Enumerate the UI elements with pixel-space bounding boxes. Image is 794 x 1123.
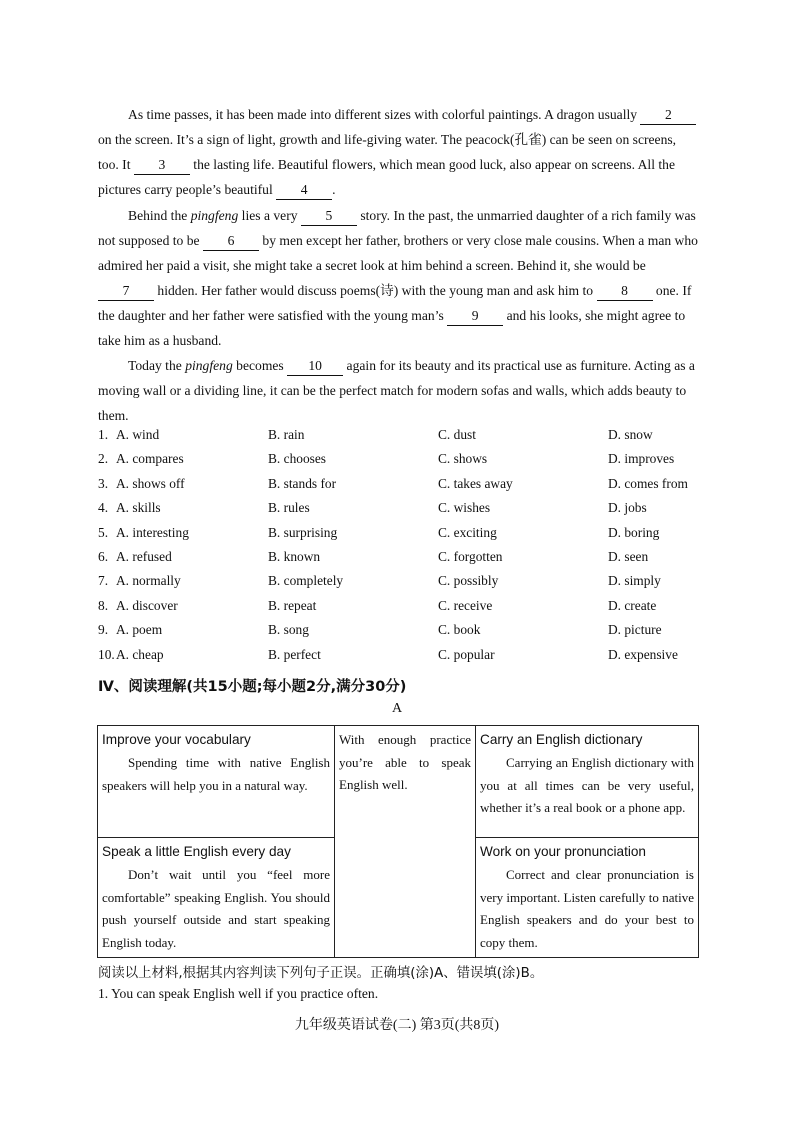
option-a: A. wind xyxy=(116,427,160,442)
blank-8: 8 xyxy=(597,282,653,301)
option-b: B. rain xyxy=(268,427,305,442)
paragraph-text: becomes xyxy=(232,358,284,373)
option-d: D. snow xyxy=(608,427,653,442)
option-b: B. known xyxy=(268,548,321,564)
question-number: 9. xyxy=(98,622,109,638)
blank-7: 7 xyxy=(98,282,154,301)
option-c: C. dust xyxy=(438,427,476,442)
option-b: B. stands for xyxy=(268,475,337,491)
option-a: A. normally xyxy=(116,573,181,589)
option-d: D. create xyxy=(608,597,657,613)
passage-paragraph-2 xyxy=(98,203,700,353)
tip-cell-speak-daily xyxy=(98,838,335,958)
option-c: C. possibly xyxy=(438,573,499,589)
option-d: D. seen xyxy=(608,548,649,564)
option-d: D. picture xyxy=(608,622,662,638)
option-b: B. completely xyxy=(268,573,344,589)
tip-text: Don’t wait until you “feel more comfortable” speaking English. You should push yourself outside and start speaking English today. xyxy=(102,867,330,950)
option-a: A. interesting xyxy=(116,524,189,540)
option-d: D. comes from xyxy=(608,475,688,491)
tip-heading: Work on your pronunciation xyxy=(480,844,646,859)
option-c: C. book xyxy=(438,622,481,638)
option-c: C. takes away xyxy=(438,475,513,491)
paragraph-text: one. If the daughter and her father were satisfied with the young man’s xyxy=(98,283,692,323)
option-c: C. shows xyxy=(438,451,488,467)
blank-5: 5 xyxy=(301,207,357,226)
paragraph-text: As time passes, it has been made into different sizes with colorful paintings. A dragon usually xyxy=(128,107,638,122)
question-number: 2. xyxy=(98,451,109,467)
paragraph-text: by men except her father, brothers or very close male cousins. When a man who admired her paid a visit, she might take a secret look at him behind a screen. Behind it, she would be xyxy=(98,233,698,273)
blank-3: 3 xyxy=(134,156,190,175)
option-b: B. perfect xyxy=(268,646,321,662)
option-c: C. receive xyxy=(438,597,493,613)
pingfeng-word: pingfeng xyxy=(190,208,239,223)
option-a: A. refused xyxy=(116,548,172,564)
paragraph-text: the lasting life. Beautiful flowers, which mean good luck, also appear on screens. All the pictures carry people’s beautiful xyxy=(98,157,675,197)
paragraph-text: Today the xyxy=(128,358,186,373)
tip-text: Correct and clear pronunciation is very important. Listen carefully to native English speakers and do your best to copy them. xyxy=(480,867,694,950)
pingfeng-word: pingfeng xyxy=(185,358,233,373)
option-b: B. rules xyxy=(268,500,310,516)
tip-heading: Speak a little English every day xyxy=(102,844,291,859)
tip-text: Carrying an English dictionary with you at all times can be very useful, whether it’s a real book or a phone app. xyxy=(480,755,694,815)
option-b: B. repeat xyxy=(268,597,317,613)
option-c: C. popular xyxy=(438,646,495,662)
option-a: A. compares xyxy=(116,451,184,467)
blank-6: 6 xyxy=(203,232,259,251)
option-b: B. surprising xyxy=(268,524,338,540)
instruction-text: 阅读以上材料,根据其内容判读下列句子正误。正确填(涂)A、错误填(涂)B。 xyxy=(98,966,544,981)
paragraph-text: . xyxy=(332,182,336,197)
option-d: D. simply xyxy=(608,573,661,589)
tip-cell-pronunciation xyxy=(476,838,699,958)
option-a: A. skills xyxy=(116,500,161,516)
question-number: 8. xyxy=(98,597,109,613)
passage-label: A xyxy=(391,701,403,716)
question-number: 10. xyxy=(98,646,115,662)
tip-cell-dictionary xyxy=(476,726,699,838)
tip-text: Spending time with native English speakers will help you in a natural way. xyxy=(102,755,330,793)
passage-paragraph-1 xyxy=(98,102,700,202)
option-d: D. boring xyxy=(608,524,660,540)
answer-options xyxy=(98,427,708,671)
question-number: 5. xyxy=(98,524,109,540)
option-c: C. wishes xyxy=(438,500,491,516)
blank-9: 9 xyxy=(447,307,503,326)
option-a: A. poem xyxy=(116,622,163,638)
option-d: D. expensive xyxy=(608,646,678,662)
paragraph-text: story. In the past, the unmarried daughter of a rich family was not supposed to be xyxy=(98,208,696,248)
option-c: C. exciting xyxy=(438,524,497,540)
tip-heading: Carry an English dictionary xyxy=(480,732,643,747)
paragraph-text: on the screen. It’s a sign of light, growth and life-giving water. The peacock(孔雀) can be seen on screens, too. It xyxy=(98,132,677,172)
blank-2: 2 xyxy=(640,106,696,125)
question-number: 4. xyxy=(98,500,109,516)
option-b: B. chooses xyxy=(268,451,327,467)
paragraph-text: Behind the xyxy=(128,208,191,223)
tips-table xyxy=(97,725,699,958)
option-row xyxy=(98,573,708,597)
question-number: 7. xyxy=(98,573,109,589)
center-text: With enough practice you’re able to speak English well. xyxy=(339,732,471,792)
option-a: A. discover xyxy=(116,597,178,613)
option-d: D. improves xyxy=(608,451,675,467)
passage-paragraph-3 xyxy=(98,353,700,428)
tip-cell-vocabulary xyxy=(98,726,335,838)
paragraph-text: again for its beauty and its practical use as furniture. Acting as a moving wall or a dividing line, it can be the perfect match for modern sofas and walls, which adds beauty to them. xyxy=(98,358,695,423)
question-number: 6. xyxy=(98,548,109,564)
option-row xyxy=(98,622,708,646)
option-row xyxy=(98,525,708,549)
option-a: A. cheap xyxy=(116,646,164,662)
option-row xyxy=(98,598,708,622)
paragraph-text: and his looks, she might agree to take him as a husband. xyxy=(98,308,686,348)
section-title: Ⅳ、阅读理解(共15小题;每小题2分,满分30分) xyxy=(98,679,407,695)
tip-cell-center xyxy=(335,726,476,958)
option-row xyxy=(98,476,708,500)
tip-heading: Improve your vocabulary xyxy=(102,732,251,747)
option-row xyxy=(98,549,708,573)
option-row xyxy=(98,647,708,671)
page-footer: 九年级英语试卷(二) 第3页(共8页) xyxy=(294,1018,500,1033)
paragraph-text: lies a very xyxy=(238,208,298,223)
option-c: C. forgotten xyxy=(438,548,503,564)
option-a: A. shows off xyxy=(116,475,185,491)
question-number: 3. xyxy=(98,475,109,491)
option-row xyxy=(98,500,708,524)
option-d: D. jobs xyxy=(608,500,647,516)
question-number: 1. xyxy=(98,427,109,442)
paragraph-text: hidden. Her father would discuss poems(诗) with the young man and ask him to xyxy=(157,283,594,298)
blank-4: 4 xyxy=(276,181,332,200)
option-row xyxy=(98,427,708,451)
option-row xyxy=(98,451,708,475)
question-1: 1. You can speak English well if you practice often. xyxy=(98,986,379,1001)
blank-10: 10 xyxy=(287,357,343,376)
option-b: B. song xyxy=(268,622,309,638)
